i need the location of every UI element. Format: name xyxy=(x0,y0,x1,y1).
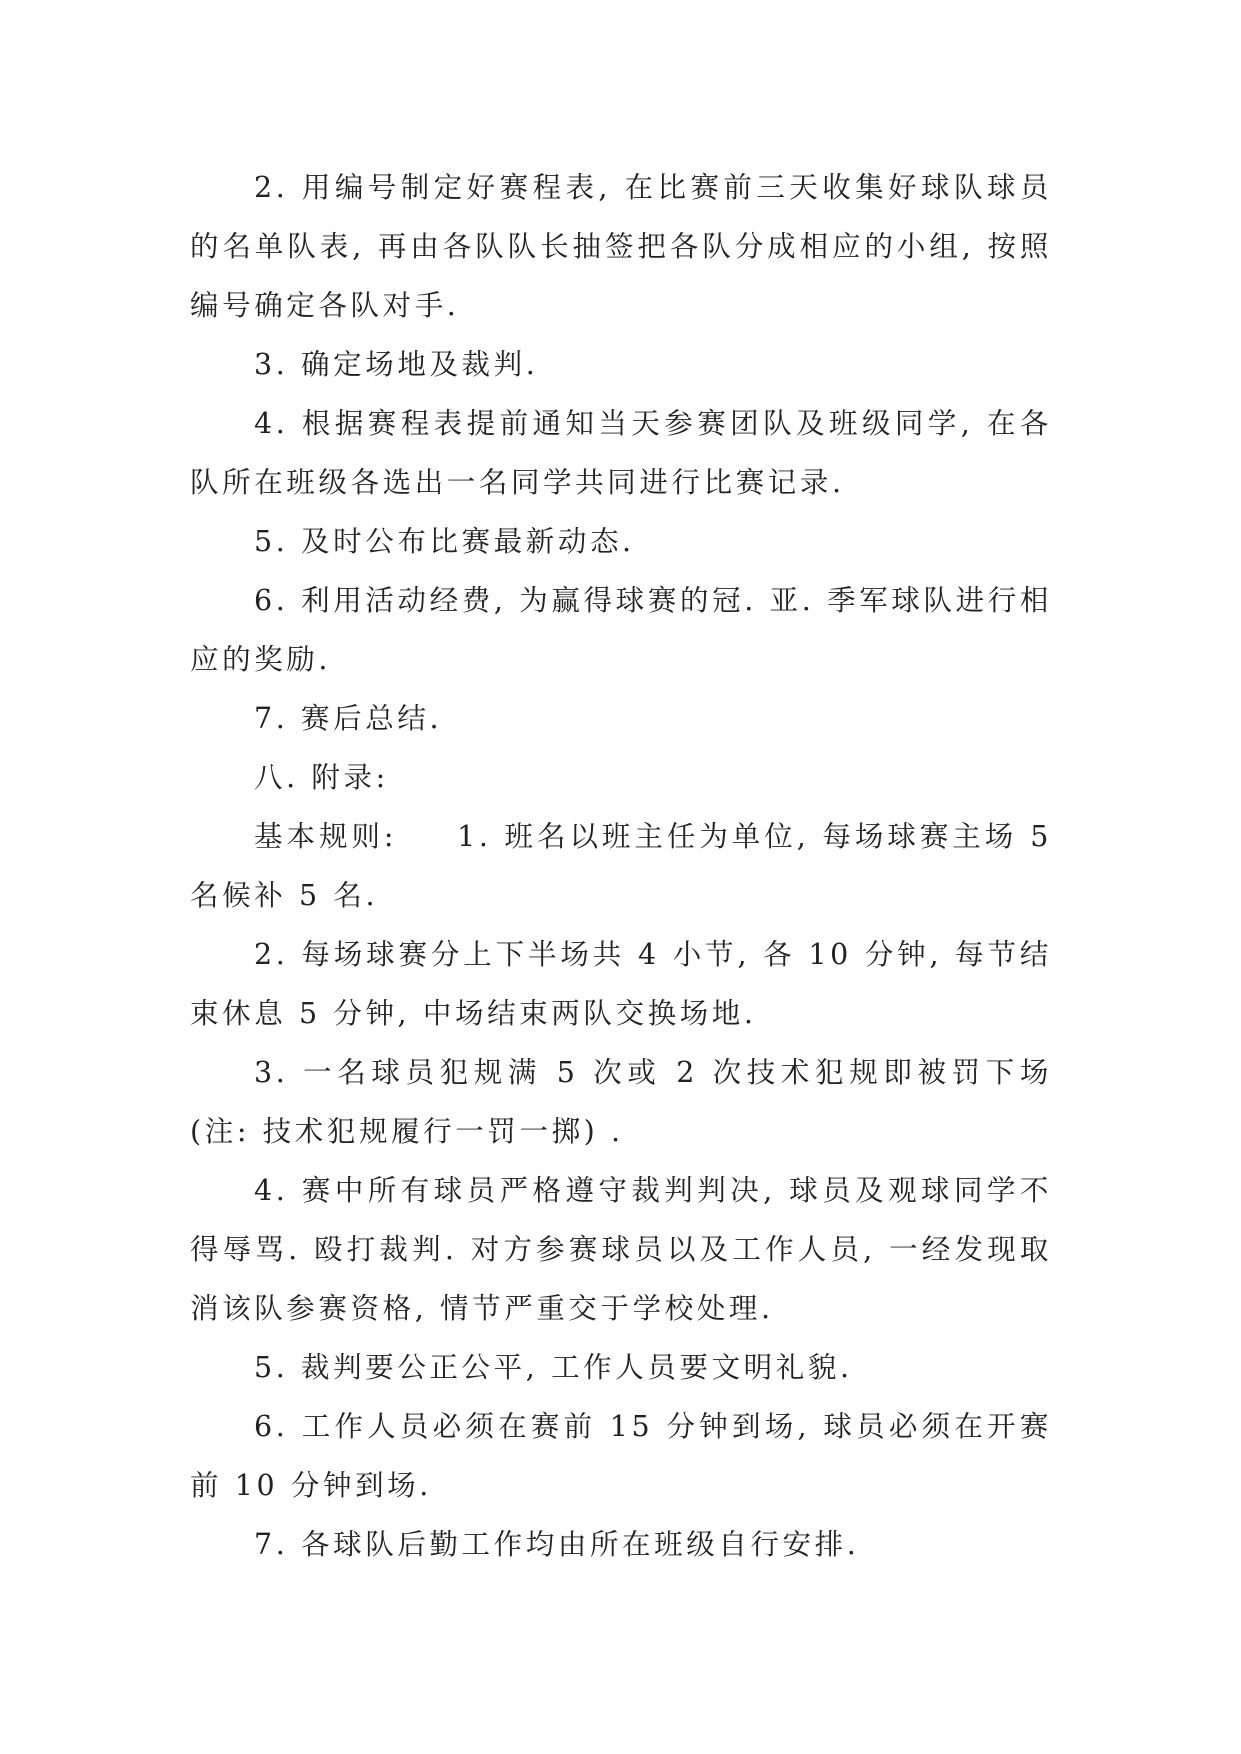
rule-6: 6. 工作人员必须在赛前 15 分钟到场, 球员必须在开赛前 10 分钟到场. xyxy=(190,1410,1052,1502)
rule-7: 7. 各球队后勤工作均由所在班级自行安排. xyxy=(254,1528,860,1561)
document-body xyxy=(190,158,1052,1574)
rule-5: 5. 裁判要公正公平, 工作人员要文明礼貌. xyxy=(254,1351,853,1384)
rule-2: 2. 每场球赛分上下半场共 4 小节, 各 10 分钟, 每节结束休息 5 分钟, 中场结束两队交换场地. xyxy=(190,938,1052,1030)
paragraph-step-4: 4. 根据赛程表提前通知当天参赛团队及班级同学, 在各队所在班级各选出一名同学共同进行比赛记录. xyxy=(190,407,1052,499)
paragraph-step-3: 3. 确定场地及裁判. xyxy=(254,348,539,381)
rule-4: 4. 赛中所有球员严格遵守裁判判决, 球员及观球同学不得辱骂. 殴打裁判. 对方参赛球员以及工作人员, 一经发现取消该队参赛资格, 情节严重交于学校处理. xyxy=(190,1174,1052,1325)
paragraph-step-2: 2. 用编号制定好赛程表, 在比赛前三天收集好球队球员的名单队表, 再由各队队长抽签把各队分成相应的小组, 按照编号确定各队对手. xyxy=(190,171,1052,322)
paragraph-step-7: 7. 赛后总结. xyxy=(254,702,443,735)
paragraph-step-5: 5. 及时公布比赛最新动态. xyxy=(254,525,635,558)
rule-1: 1. 班名以班主任为单位, 每场球赛主场 5 名候补 5 名. xyxy=(190,820,1053,912)
appendix-heading: 八. 附录: xyxy=(254,761,389,794)
paragraph-step-6: 6. 利用活动经费, 为赢得球赛的冠. 亚. 季军球队进行相应的奖励. xyxy=(190,584,1052,676)
rules-paragraph-1 xyxy=(190,807,1052,925)
rule-3: 3. 一名球员犯规满 5 次或 2 次技术犯规即被罚下场(注: 技术犯规履行一罚一掷) . xyxy=(190,1056,1052,1148)
rules-heading: 基本规则: xyxy=(254,820,398,853)
